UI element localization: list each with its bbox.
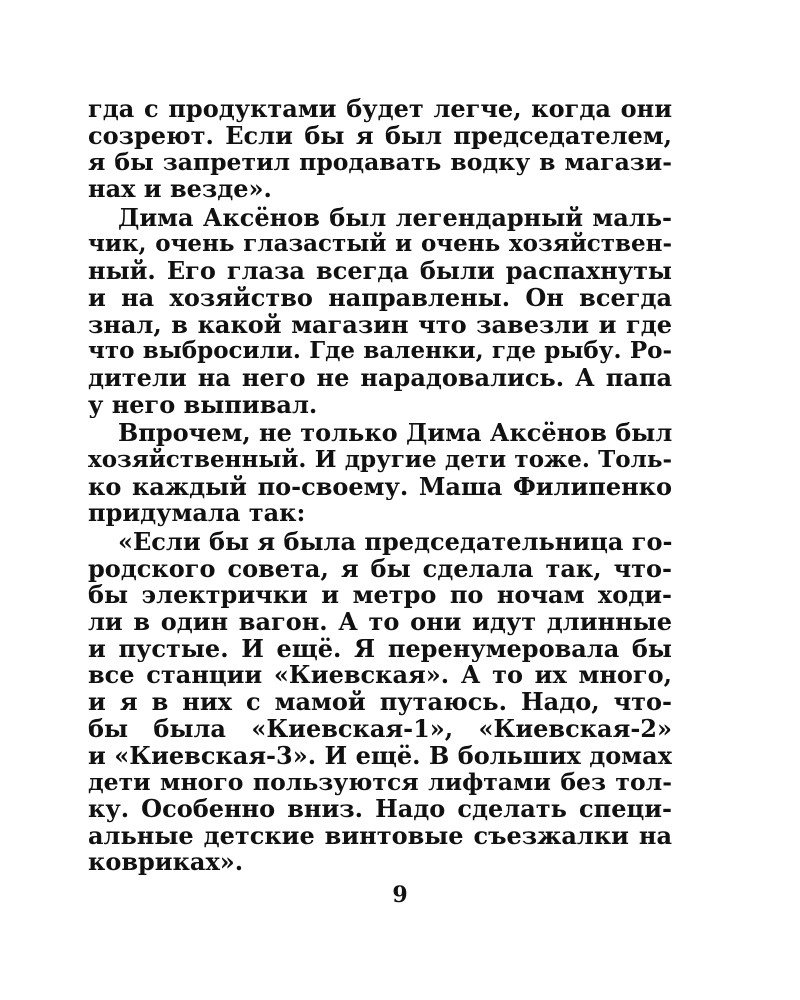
page-number: 9	[392, 882, 408, 908]
text-line: родского совета, я бы сделала так, что-	[88, 555, 672, 583]
text-line: придумала так:	[88, 500, 306, 527]
text-line: ный. Его глаза всегда были распахнуты	[88, 258, 672, 285]
text-line: созреют. Если бы я был председателем,	[88, 122, 672, 150]
text-line: у него выпивал.	[88, 391, 318, 419]
text-line: Дима Аксёнов был легендарный маль-	[118, 204, 672, 232]
paragraph	[88, 420, 672, 527]
paragraph	[88, 529, 672, 876]
text-line: и на хозяйство направлены. Он всегда	[88, 284, 672, 312]
text-line: ко каждый по-своему. Маша Филипенко	[88, 473, 672, 501]
page-text	[88, 96, 672, 876]
text-line: бы электрички и метро по ночам ходи-	[88, 582, 672, 610]
text-line: и «Киевская-3». И ещё. В больших домах	[88, 742, 672, 770]
text-line: Впрочем, не только Дима Аксёнов был	[118, 420, 672, 447]
paragraph	[88, 96, 672, 203]
text-line: ку. Особенно вниз. Надо сделать специ-	[88, 795, 672, 823]
text-line: все станции «Киевская». А то их много,	[88, 662, 672, 690]
text-line: «Если бы я была председательница го-	[118, 529, 672, 556]
text-line: дети много пользуются лифтами без тол-	[88, 769, 672, 796]
text-line: гда с продуктами будет легче, когда они	[88, 96, 672, 123]
text-line: хозяйственный. И другие дети тоже. Толь-	[88, 446, 672, 473]
paragraph	[88, 205, 672, 419]
text-line: и пустые. И ещё. Я перенумеровала бы	[88, 635, 672, 663]
text-line: знал, в какой магазин что завезли и где	[88, 311, 672, 339]
text-line: я бы запретил продавать водку в магази-	[88, 149, 672, 177]
text-line: ковриках».	[88, 849, 244, 876]
text-line: чик, очень глазастый и очень хозяйствен-	[88, 231, 672, 258]
text-line: что выбросили. Где валенки, где рыбу. Ро-	[88, 338, 672, 365]
text-line: нах и везде».	[88, 176, 272, 203]
text-line: и я в них с мамой путаюсь. Надо, что-	[88, 689, 672, 716]
text-line: бы была «Киевская-1», «Киевская-2»	[88, 715, 672, 743]
text-line: дители на него не нарадовались. А папа	[88, 364, 672, 392]
text-line: ли в один вагон. А то они идут длинные	[88, 609, 672, 636]
text-line: альные детские винтовые съезжалки на	[88, 822, 672, 850]
